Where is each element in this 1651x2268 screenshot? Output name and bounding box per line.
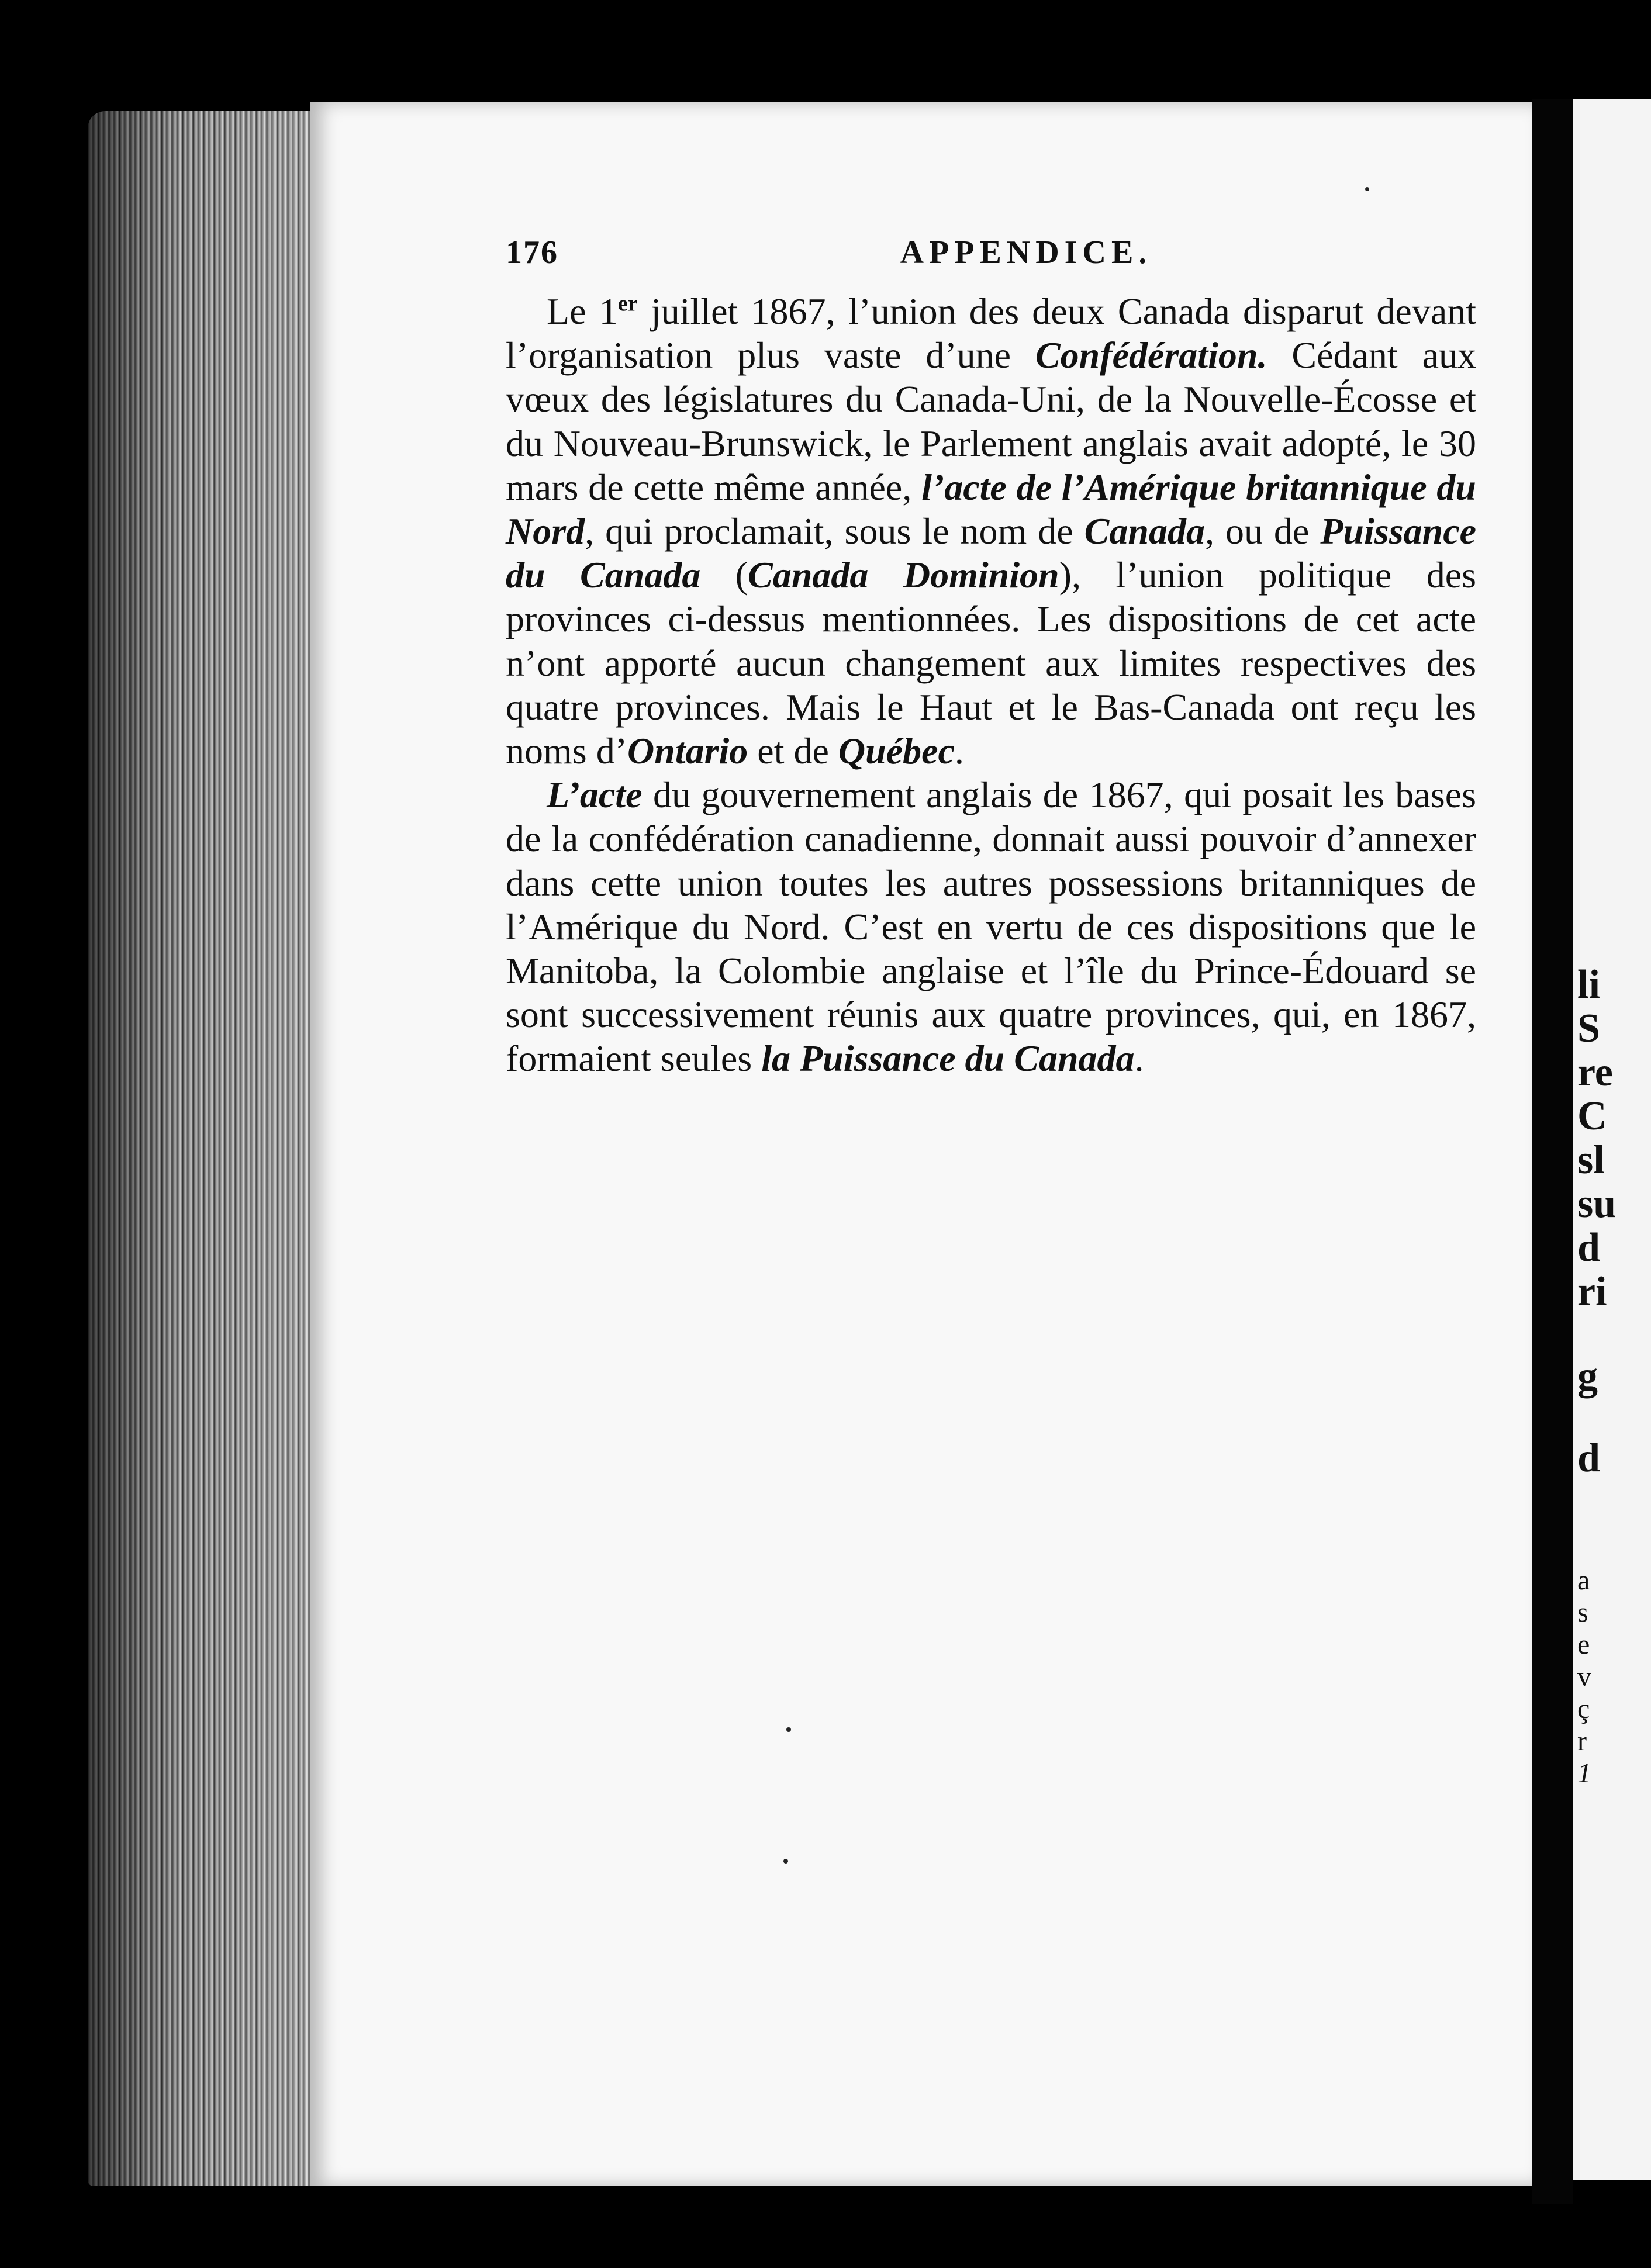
facing-page-char: S [1577,1006,1600,1051]
book-gutter [1532,99,1573,2204]
italic-term: l’acte de l’Amérique britannique du Nord [506,466,1476,552]
italic-term: Confédération. [1035,334,1267,376]
facing-page-char: li [1577,962,1600,1007]
facing-page-char: d [1577,1225,1600,1270]
text-run: juillet 1867, l’union des deux Canada disparut devant l’organisation plus vaste d’une [506,291,1477,376]
section-title: APPENDICE. [900,234,1152,271]
italic-term: Canada Dominion [748,554,1059,596]
facing-page-char: ç [1577,1693,1590,1724]
facing-page-char: 1 [1577,1758,1591,1789]
facing-page-char: d [1577,1436,1600,1481]
facing-page-char: su [1577,1181,1617,1226]
paragraph [506,289,1476,773]
facing-page-char: sl [1577,1138,1605,1183]
running-head [506,234,1476,275]
italic-term: Puissance du Canada [506,510,1477,596]
text-run: ), l’union politique des provinces ci-dessus mentionnées. Les dispositions de cet acte n’ont apporté aucun changement aux limites respectives des quatre provinces. Mais le Haut et le Bas-Canada ont reçu les noms d’ [506,554,1477,772]
facing-page-char: a [1577,1565,1590,1596]
italic-term: Canada [1084,510,1205,552]
ink-speck [1365,187,1369,191]
italic-term: L’acte [547,774,643,816]
text-run: , qui proclamait, sous le nom de [585,510,1084,552]
facing-page-char: r [1577,1726,1587,1757]
italic-term: Ontario [627,730,748,772]
body-text [506,289,1476,1081]
superscript: er [617,291,638,316]
text-run: Le 1 [547,291,618,332]
text-run: Cédant aux vœux des législatures du Canada-Uni, de la Nouvelle-Écosse et du Nouveau-Brunswick, le Parlement anglais avait adopté, le 30 mars de cette même année, [506,334,1476,508]
ink-speck [786,1727,791,1732]
page-number: 176 [506,234,558,271]
text-run: . [1134,1038,1144,1080]
facing-page-fragment [1573,99,1651,2180]
page-edges [88,111,316,2186]
text-run: du gouvernement anglais de 1867, qui posait les bases de la confédération canadienne, donnait aussi pouvoir d’annexer dans cette union toutes les autres possessions britanniques de l’Amérique du Nord. C’est en vertu de ces dispositions que le Manitoba, la Colombie anglaise et l’île du Prince-Édouard se sont successivement réunis aux quatre provinces, qui, en 1867, formaient seules [506,774,1476,1080]
italic-term: la Puissance du Canada [761,1038,1135,1080]
text-run: ( [700,554,748,596]
facing-page-char: s [1577,1597,1588,1628]
text-run: , ou de [1204,510,1321,552]
facing-page-char: ri [1577,1269,1607,1314]
facing-page-char: g [1577,1354,1598,1399]
facing-page-char: re [1577,1050,1613,1095]
facing-page-char: v [1577,1661,1591,1692]
text-run: et de [748,730,838,772]
facing-page-char: C [1577,1094,1607,1139]
text-run: . [954,730,964,772]
italic-term: Québec [838,730,955,772]
facing-page-char: e [1577,1629,1590,1660]
paragraph [506,773,1476,1080]
ink-speck [783,1859,788,1864]
